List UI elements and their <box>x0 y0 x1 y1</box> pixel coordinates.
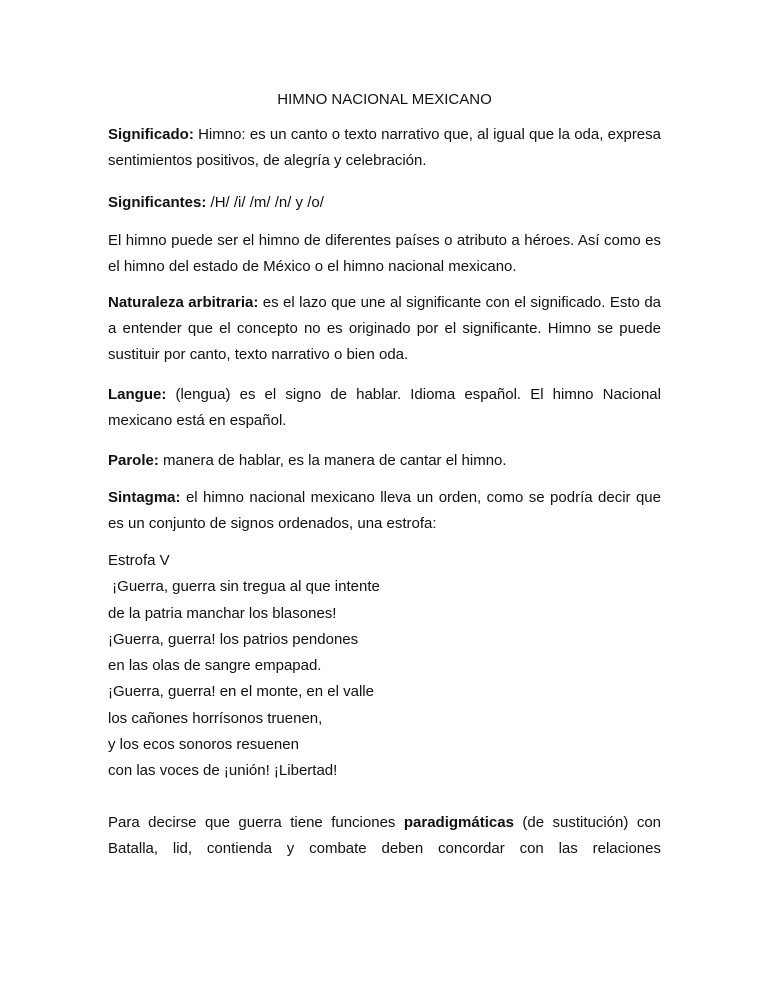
text-sintagma: el himno nacional mexicano lleva un orden, como se podría decir que es un conjunto de signos ordenados, una estrofa: <box>108 489 661 532</box>
paragraph-naturaleza-arbitraria <box>108 290 661 368</box>
estrofa-line: los cañones horrísonos truenen, <box>108 709 323 727</box>
document-title: HIMNO NACIONAL MEXICANO <box>277 91 492 108</box>
text-himno-paises: El himno puede ser el himno de diferentes países o atributo a héroes. Así como es el himno del estado de México o el himno nacional mexicano. <box>108 232 661 275</box>
estrofa-line: de la patria manchar los blasones! <box>108 604 337 622</box>
estrofa-line: ¡Guerra, guerra sin tregua al que intente <box>108 578 380 596</box>
label-parole: Parole: <box>108 452 159 469</box>
bold-paradigmaticas: paradigmáticas <box>403 814 514 831</box>
estrofa-heading: Estrofa V <box>108 552 170 569</box>
text-significantes: /H/ /i/ /m/ /n/ y /o/ <box>206 194 324 211</box>
text-naturaleza-arbitraria: es el lazo que une al significante con el significado. Esto da a entender que el concepto no es originado por el significante. Himno se puede sustituir por canto, texto narrativo o bien oda. <box>108 294 662 363</box>
estrofa-line: ¡Guerra, guerra! los patrios pendones <box>108 630 359 648</box>
text-paradigmaticas-before: Para decirse que guerra tiene funciones <box>108 814 404 831</box>
paragraph-paradigmaticas <box>108 810 661 862</box>
paragraph-significantes <box>108 190 661 216</box>
estrofa-block <box>108 548 661 785</box>
paragraph-himno-paises <box>108 228 661 280</box>
paragraph-sintagma <box>108 485 661 537</box>
label-significantes: Significantes: <box>108 194 207 211</box>
estrofa-line: ¡Guerra, guerra! en el monte, en el valle <box>108 683 374 701</box>
estrofa-line: con las voces de ¡unión! ¡Libertad! <box>108 762 338 780</box>
label-significado: Significado: <box>108 126 194 143</box>
paragraph-langue <box>108 382 661 434</box>
paragraph-significado <box>108 122 661 174</box>
label-sintagma: Sintagma: <box>108 489 181 506</box>
estrofa-line: y los ecos sonoros resuenen <box>108 736 299 754</box>
label-langue: Langue: <box>108 386 167 403</box>
label-naturaleza-arbitraria: Naturaleza arbitraria: <box>108 294 259 311</box>
paragraph-parole <box>108 448 661 474</box>
text-significado: Himno: es un canto o texto narrativo que, al igual que la oda, expresa sentimientos positivos, de alegría y celebración. <box>108 126 661 169</box>
estrofa-line: en las olas de sangre empapad. <box>108 657 322 675</box>
text-langue: (lengua) es el signo de hablar. Idioma español. El himno Nacional mexicano está en español. <box>108 386 661 429</box>
text-paradigmaticas-after: (de sustitución) con Batalla, lid, contienda y combate deben concordar con las relaciones <box>108 814 662 857</box>
text-parole: manera de hablar, es la manera de cantar el himno. <box>158 452 507 469</box>
